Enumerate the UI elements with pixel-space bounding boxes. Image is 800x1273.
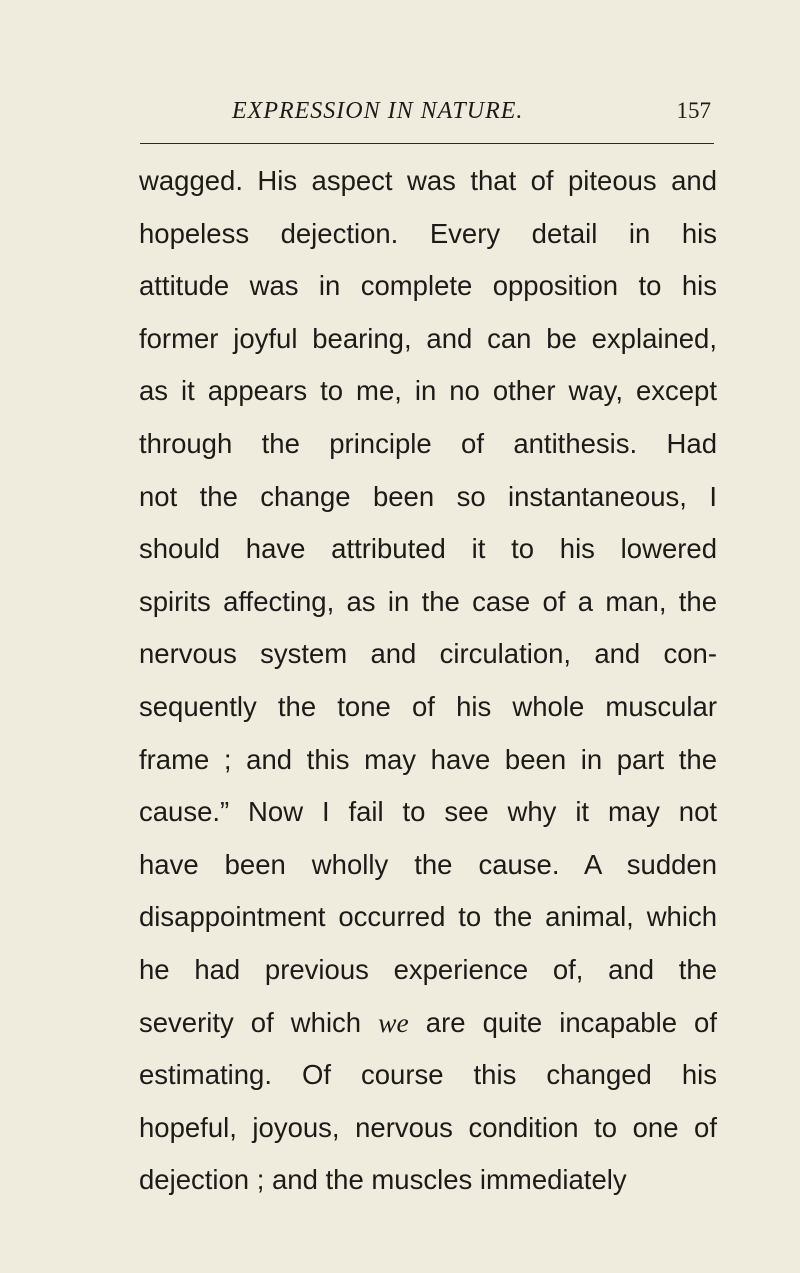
header-rule bbox=[140, 143, 714, 144]
text-line: frame ; and this may have been in part the bbox=[139, 743, 717, 775]
text-line: he had previous experience of, and the bbox=[139, 953, 717, 985]
text-line: should have attributed it to his lowered bbox=[139, 533, 717, 565]
text-line: hopeful, joyous, nervous condition to one of bbox=[139, 1111, 717, 1143]
text-line: former joyful bearing, and can be explained, bbox=[139, 322, 717, 354]
text-line: hopeless dejection. Every detail in his bbox=[139, 217, 717, 249]
running-head-title: EXPRESSION IN NATURE. bbox=[232, 98, 524, 124]
text-line: dejection ; and the muscles immediately bbox=[139, 1164, 627, 1196]
text-line bbox=[139, 997, 717, 1050]
text-line: attitude was in complete opposition to his bbox=[139, 270, 717, 302]
text-line: cause.” Now I fail to see why it may not bbox=[139, 796, 717, 828]
text-line: disappointment occurred to the animal, which bbox=[139, 901, 717, 933]
text-line: sequently the tone of his whole muscular bbox=[139, 690, 717, 722]
text-line: as it appears to me, in no other way, except bbox=[139, 375, 717, 407]
text-segment: are quite incapable of bbox=[408, 1006, 717, 1038]
text-line: not the change been so instantaneous, I bbox=[139, 480, 717, 512]
text-segment: severity of which bbox=[139, 1006, 379, 1038]
running-head bbox=[140, 96, 715, 136]
text-line: have been wholly the cause. A sudden bbox=[139, 848, 717, 880]
text-line: nervous system and circulation, and con- bbox=[139, 638, 717, 670]
italic-word: we bbox=[378, 1006, 409, 1038]
text-line: wagged. His aspect was that of piteous and bbox=[139, 165, 717, 196]
text-line: estimating. Of course this changed his bbox=[139, 1059, 717, 1091]
text-line: through the principle of antithesis. Had bbox=[139, 427, 717, 459]
text-line: spirits affecting, as in the case of a man, the bbox=[139, 585, 717, 617]
page-number: 157 bbox=[676, 98, 711, 123]
body-text bbox=[139, 155, 717, 1207]
